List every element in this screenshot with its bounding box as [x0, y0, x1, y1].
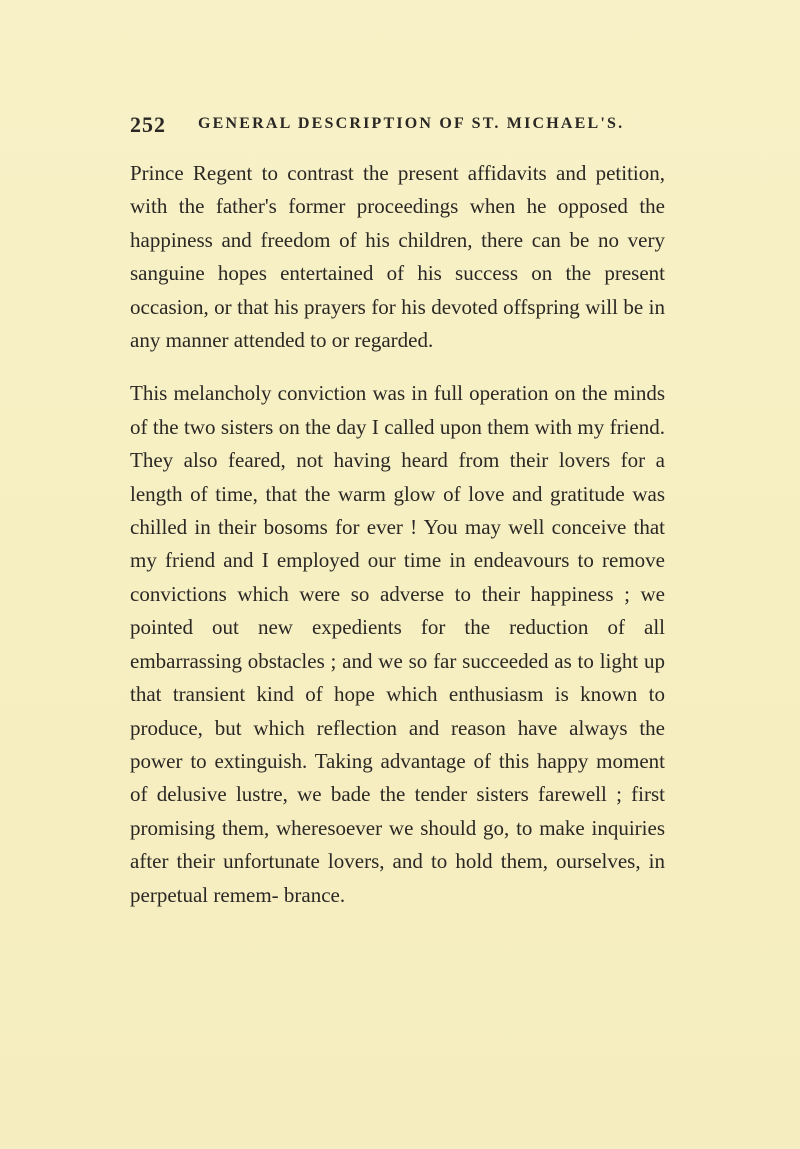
page-number: 252 — [130, 112, 166, 137]
paragraph-2: This melancholy conviction was in full operation on the minds of the two sisters on the day I called upon them with my friend. They also feared, not having heard from their lovers for a length of time, that the warm glow of love and gratitude was chilled in their bosoms for ever ! You may well conceive that my friend and I employed our time in endeavours to remove convictions which were so adverse to their happiness ; we pointed out new expedients for the reduction of all embarrassing obstacles ; and we so far succeeded as to light up that transient kind of hope which enthusiasm is known to produce, but which reflection and reason have always the power to extinguish. Taking advantage of this happy moment of delusive lustre, we bade the tender sisters farewell ; first promising them, wheresoever we should go, to make inquiries after their unfortunate lovers, and to hold them, ourselves, in perpetual remem- brance. — [130, 381, 665, 907]
page-header — [130, 112, 760, 140]
paragraph-1: Prince Regent to contrast the present affidavits and petition, with the father's former proceedings when he opposed the happiness and freedom of his children, there can be no very sanguine hopes entertained of his success on the present occasion, or that his prayers for his devoted offspring will be in any manner attended to or regarded. — [130, 161, 665, 353]
body-text — [130, 157, 665, 912]
running-title: GENERAL DESCRIPTION OF ST. MICHAEL'S. — [198, 115, 625, 132]
